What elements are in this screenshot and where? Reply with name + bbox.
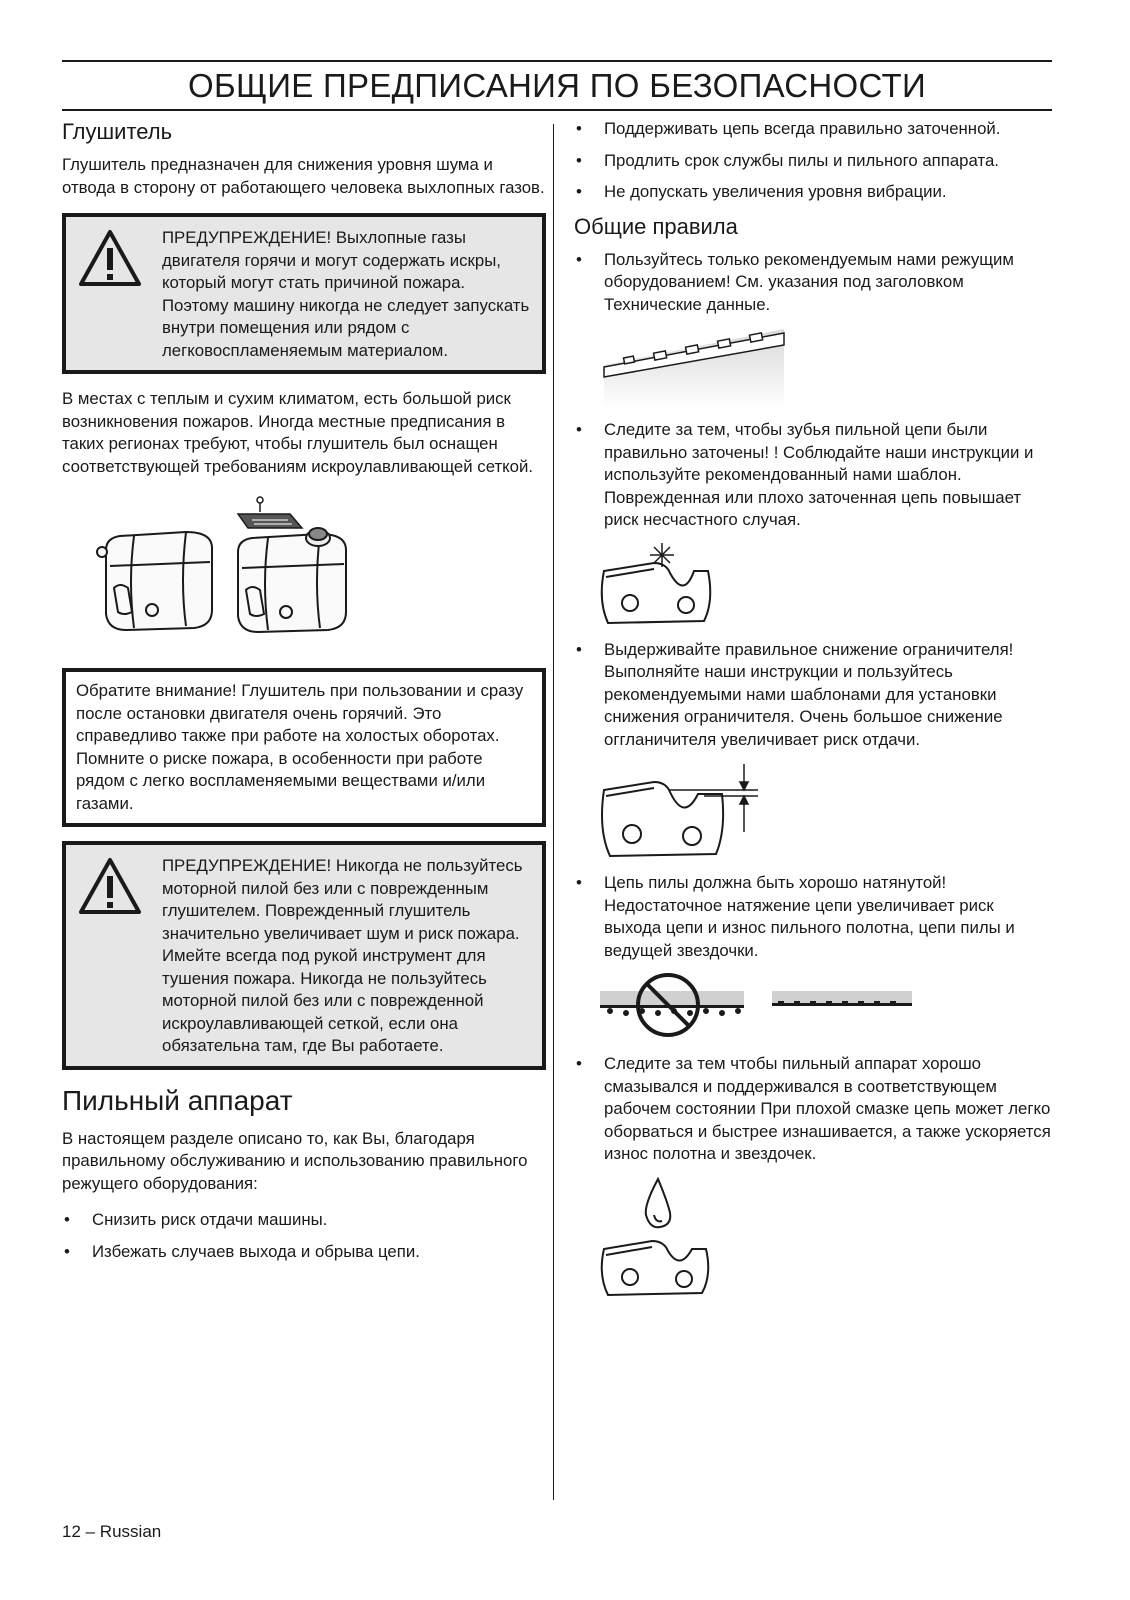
- muffler-illustration: [62, 492, 546, 652]
- list-item: • Выдерживайте правильное снижение ограничителя! Выполняйте наши инструкции и пользуйтесь рекомендуемыми нами шаблонами для установки снижения ограничителя. Очень большое снижение оггланичителя увеличивает риск отдачи.: [576, 639, 1014, 749]
- warning-triangle-icon: [78, 857, 142, 915]
- list-item: • Снизить риск отдачи машины.: [64, 1210, 328, 1229]
- saw-unit-heading: Пильный аппарат: [62, 1084, 293, 1116]
- warning-box-damaged-muffler: [62, 841, 546, 1070]
- warning-box-exhaust: [62, 213, 546, 374]
- depth-gauge-illustration: [574, 760, 1052, 860]
- list-item: • Продлить срок службы пилы и пильного аппарата.: [576, 150, 999, 170]
- chain-lubrication-illustration: [574, 1175, 1052, 1299]
- saw-unit-bullets: [62, 1209, 546, 1263]
- page-footer: 12 – Russian: [62, 1522, 162, 1541]
- muffler-intro: Глушитель предназначен для снижения уровня шума и отвода в сторону от работающего человека выхлопных газов.: [62, 155, 545, 197]
- note-box-hot-muffler: [62, 668, 546, 827]
- general-rules-heading: Общие правила: [574, 213, 738, 239]
- list-item: • Избежать случаев выхода и обрыва цепи.: [64, 1241, 420, 1261]
- warning-text-damaged-muffler: ПРЕДУПРЕЖДЕНИЕ! Никогда не пользуйтесь моторной пилой без или с поврежденным глушителем. Поврежденный глушитель значительно увеличивает шум и риск пожара. Имейте всегда под рукой инструмент для тушения пожара. Никогда не пользуйтесь моторной пилой без или с поврежденной искроулавливающей сеткой, если она обязательна там, где Вы работаете.: [162, 856, 523, 1055]
- list-item: • Цепь пилы должна быть хорошо натянутой!Недостаточное натяжение цепи увеличивает риск выхода цепи и износ пильного полотна, цепи пилы и ведущей звездочки.: [576, 873, 1015, 960]
- list-item: • Следите за тем, чтобы зубья пильной цепи были правильно заточены! ! Соблюдайте наши инструкции и используйте рекомендованный нами шаблон. Поврежденная или плохо заточенная цепь повышает риск несчастного случая.: [576, 420, 1034, 529]
- warning-text-exhaust: ПРЕДУПРЕЖДЕНИЕ! Выхлопные газы двигателя горячи и могут содержать искры, который могут стать причиной пожара. Поэтому машину никогда не следует запускать внутри помещения или рядом с легковоспламеняемым материалом.: [162, 228, 530, 360]
- list-item: • Не допускать увеличения уровня вибрации.: [576, 182, 947, 201]
- chain-tension-illustration: [574, 971, 1052, 1041]
- list-item: • Поддерживать цепь всегда правильно заточенной.: [576, 119, 1001, 138]
- note-text: Обратите внимание! Глушитель при пользовании и сразу после остановки двигателя очень горячий. Это справедливо также при работе на холостых оборотах. Помните о риске пожара, в особенности при работе рядом с легко воспламеняемыми веществами и/или газами.: [76, 681, 524, 813]
- warning-triangle-icon: [78, 229, 142, 287]
- general-rules-list: [574, 249, 1052, 317]
- page-title: ОБЩИЕ ПРЕДПИСАНИЯ ПО БЕЗОПАСНОСТИ: [188, 67, 926, 104]
- chain-tooth-sharpening-illustration: [574, 541, 1052, 627]
- title-rule-bottom: [62, 109, 1052, 111]
- column-divider: [553, 124, 554, 1500]
- saw-unit-intro: В настоящем разделе описано то, как Вы, благодаря правильному обслуживанию и использованию правильного режущего оборудования:: [62, 1128, 528, 1193]
- climate-paragraph: В местах с теплым и сухим климатом, есть большой риск возникновения пожаров. Иногда местные предписания в таких регионах требуют, чтобы глушитель был оснащен соответствующей требованиям искроулавливающей сеткой.: [62, 389, 534, 476]
- list-item: • Следите за тем чтобы пильный аппарат хорошо смазывался и поддерживался в соответствующем рабочем состоянии При плохой смазке цепь может легко оборваться и быстрее изнашивается, а также ускоряется износ полотна и звездочек.: [576, 1054, 1051, 1163]
- right-column: [574, 118, 1052, 1299]
- muffler-heading: Глушитель: [62, 119, 173, 144]
- left-column: [62, 118, 546, 1272]
- list-item: • Пользуйтесь только рекомендуемым нами режущим оборудованием! См. указания под заголовком Технические данные.: [576, 249, 1014, 314]
- top-bullets: [574, 118, 1052, 204]
- saw-chain-illustration: [574, 325, 1052, 409]
- title-rule-top: [62, 60, 1052, 62]
